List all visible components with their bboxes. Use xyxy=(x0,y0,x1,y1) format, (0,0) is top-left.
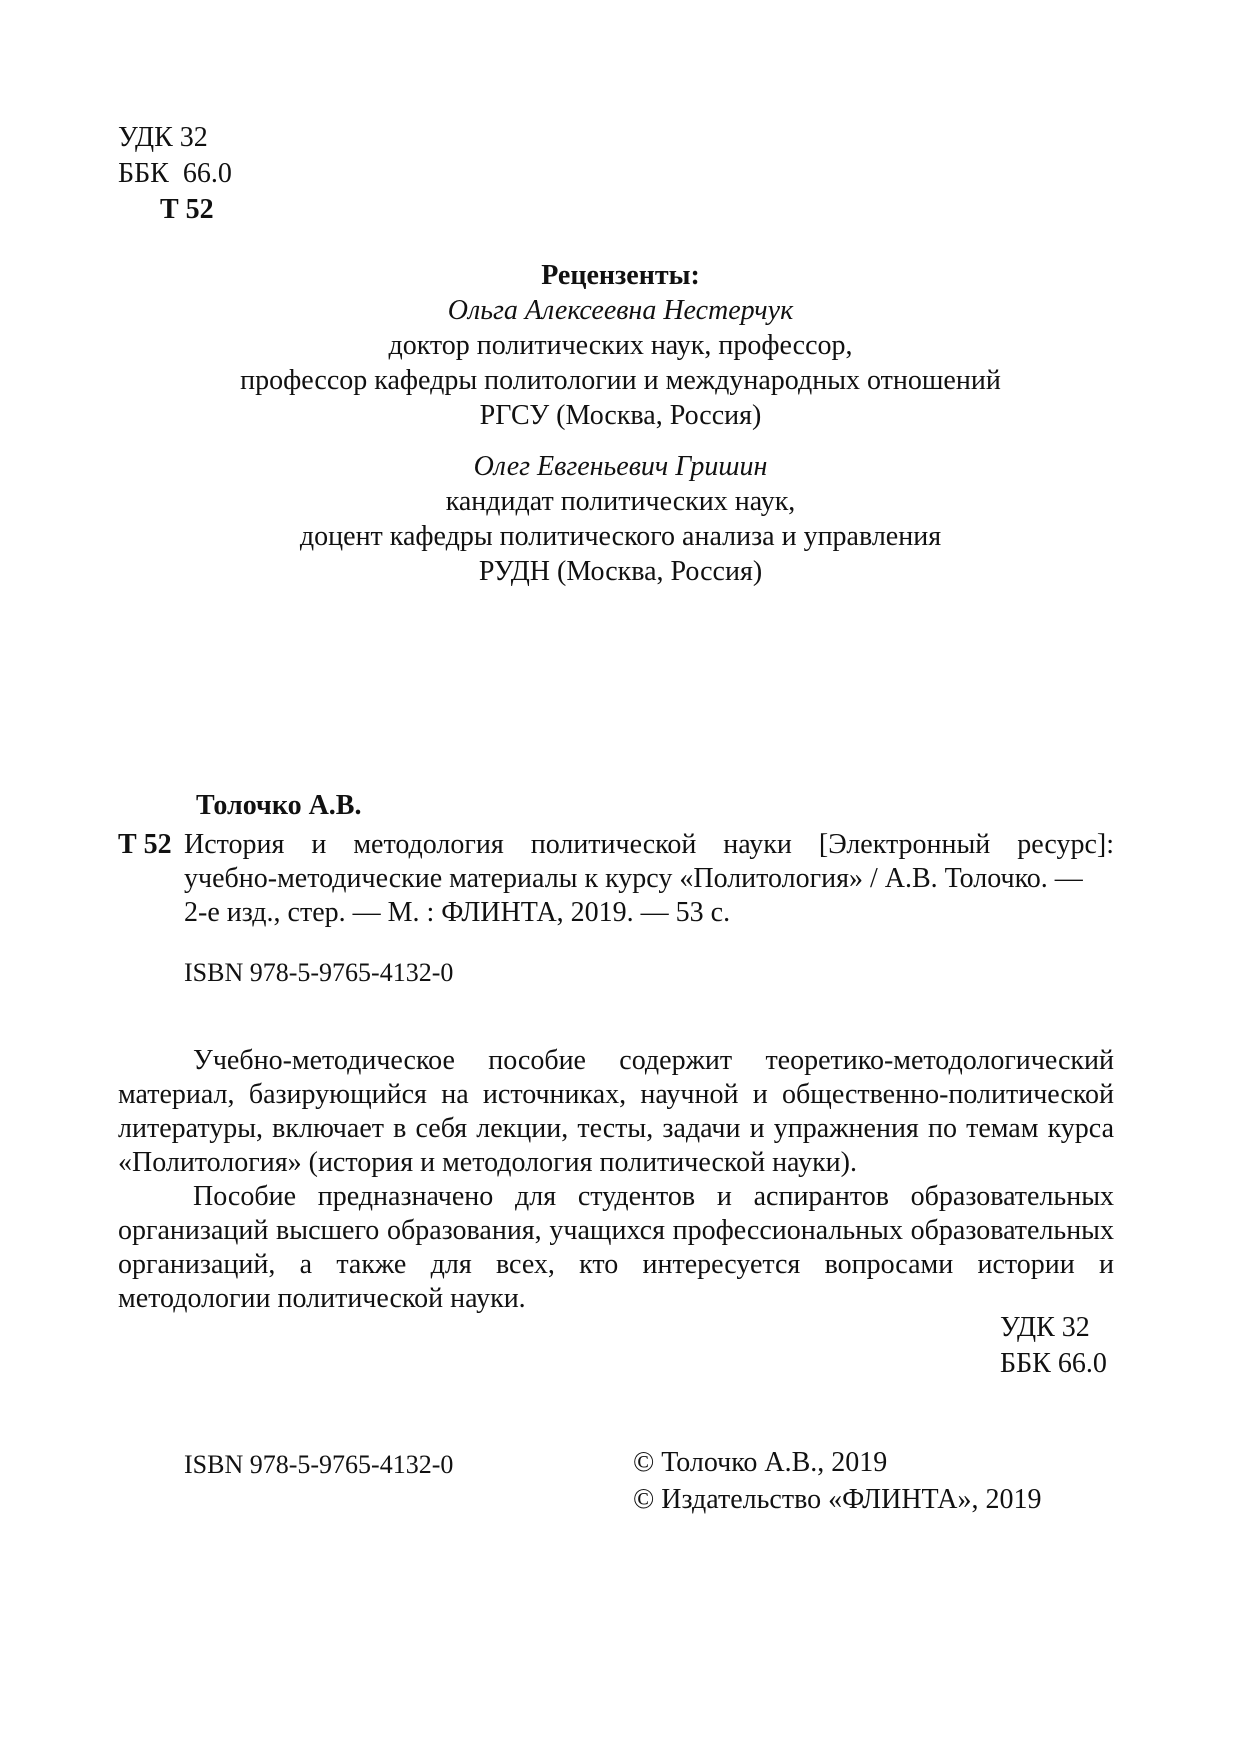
annotation xyxy=(118,1044,1114,1316)
reviewer-name: Олег Евгеньевич Гришин xyxy=(473,451,768,482)
annotation-paragraph: Учебно-методическое пособие содержит теоретико-методологический материал, базирующийся на источниках, научной и общественно-политической литературы, включает в себя лекции, тесты, задачи и упражнения по темам курса «Политология» (история и методология политической науки). xyxy=(118,1045,1114,1178)
spacer xyxy=(0,433,1241,449)
bibliographic-record xyxy=(184,828,1114,930)
reviewer-position: доцент кафедры политического анализа и управления xyxy=(299,521,942,552)
reviewers-heading: Рецензенты: xyxy=(541,260,700,291)
bbk-code: ББК 66.0 xyxy=(118,158,232,189)
reviewer-degree: доктор политических наук, профессор, xyxy=(388,330,853,361)
bbk-code: ББК 66.0 xyxy=(1000,1348,1107,1379)
biblio-line: 2-е изд., стер. — М. : ФЛИНТА, 2019. — 53 с. xyxy=(184,897,731,928)
reviewer-institution: РУДН (Москва, Россия) xyxy=(478,556,763,587)
biblio-line: История и методология политической науки [Электронный ресурс]: xyxy=(184,829,1114,860)
annotation-paragraph: Пособие предназначено для студентов и аспирантов образовательных организаций высшего образования, учащихся профессиональных образовательных организаций, а также для всех, кто интересуется вопросами истории и методологии политической науки. xyxy=(118,1181,1114,1314)
author-sign: Т 52 xyxy=(160,194,214,225)
isbn-record: ISBN 978-5-9765-4132-0 xyxy=(184,958,454,987)
biblio-line: учебно-методические материалы к курсу «Политология» / А.В. Толочко. — xyxy=(184,863,1083,894)
udk-code: УДК 32 xyxy=(118,122,208,153)
reviewer-degree: кандидат политических наук, xyxy=(445,486,796,517)
copyright-author: © Толочко А.В., 2019 xyxy=(633,1447,888,1478)
isbn-imprint: ISBN 978-5-9765-4132-0 xyxy=(184,1450,454,1479)
biblio-code: Т 52 xyxy=(118,829,172,860)
copyright-publisher: © Издательство «ФЛИНТА», 2019 xyxy=(633,1484,1042,1515)
copyright-block xyxy=(633,1444,1041,1518)
reviewers-block xyxy=(0,258,1241,589)
reviewer-institution: РГСУ (Москва, Россия) xyxy=(479,400,762,431)
reviewer-name: Ольга Алексеевна Нестерчук xyxy=(447,295,794,326)
classification-codes xyxy=(118,120,232,228)
footer-classification-codes xyxy=(1000,1310,1107,1382)
author-heading: Толочко А.В. xyxy=(196,790,362,821)
reviewer-position: профессор кафедры политологии и международных отношений xyxy=(240,365,1001,396)
udk-code: УДК 32 xyxy=(1000,1312,1090,1343)
